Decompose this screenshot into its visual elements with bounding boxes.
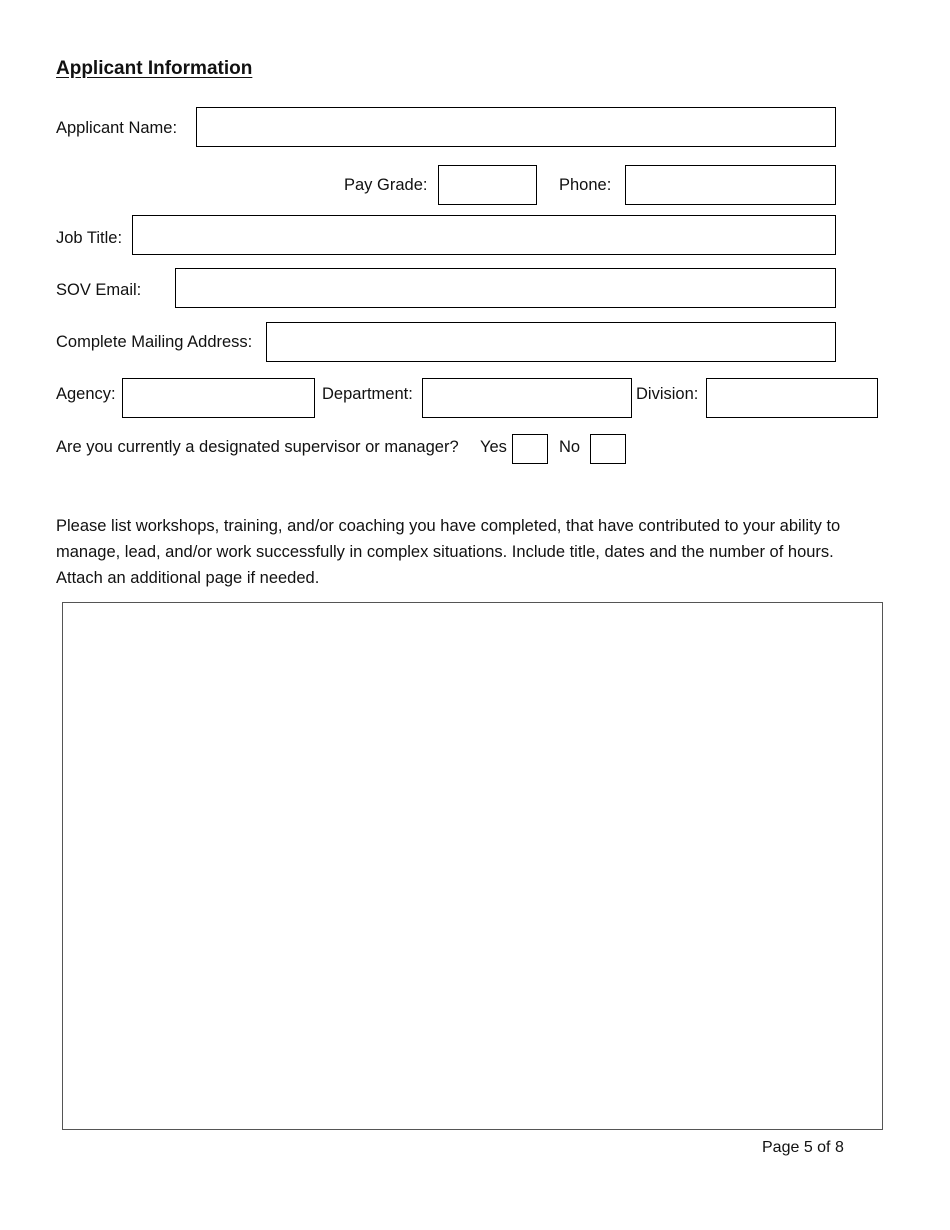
supervisor-question: Are you currently a designated supervisor or manager?	[56, 438, 459, 456]
pay-grade-label: Pay Grade:	[344, 176, 428, 194]
pay-grade-input[interactable]	[438, 165, 537, 205]
mailing-address-label: Complete Mailing Address:	[56, 333, 253, 351]
yes-label: Yes	[480, 438, 507, 456]
agency-label: Agency:	[56, 385, 116, 403]
division-label: Division:	[636, 385, 699, 403]
agency-input[interactable]	[122, 378, 315, 418]
training-instructions-line: Attach an additional page if needed.	[56, 569, 320, 587]
yes-checkbox[interactable]	[512, 434, 548, 464]
job-title-label: Job Title:	[56, 229, 123, 247]
training-instructions	[56, 513, 896, 591]
job-title-input[interactable]	[132, 215, 836, 255]
phone-input[interactable]	[625, 165, 836, 205]
training-instructions-line: Please list workshops, training, and/or coaching you have completed, that have contributed to your ability to	[56, 517, 841, 535]
no-checkbox[interactable]	[590, 434, 626, 464]
department-input[interactable]	[422, 378, 632, 418]
no-label: No	[559, 438, 581, 456]
mailing-address-input[interactable]	[266, 322, 836, 362]
department-label: Department:	[322, 385, 413, 403]
applicant-name-label: Applicant Name:	[56, 119, 178, 137]
division-input[interactable]	[706, 378, 878, 418]
phone-label: Phone:	[559, 176, 612, 194]
sov-email-label: SOV Email:	[56, 281, 142, 299]
training-response-textarea[interactable]	[62, 602, 883, 1130]
section-title: Applicant Information	[56, 58, 253, 79]
applicant-name-input[interactable]	[196, 107, 836, 147]
training-instructions-line: manage, lead, and/or work successfully in complex situations. Include title, dates and the number of hours.	[56, 543, 834, 561]
sov-email-input[interactable]	[175, 268, 836, 308]
page-number: Page 5 of 8	[762, 1139, 844, 1156]
